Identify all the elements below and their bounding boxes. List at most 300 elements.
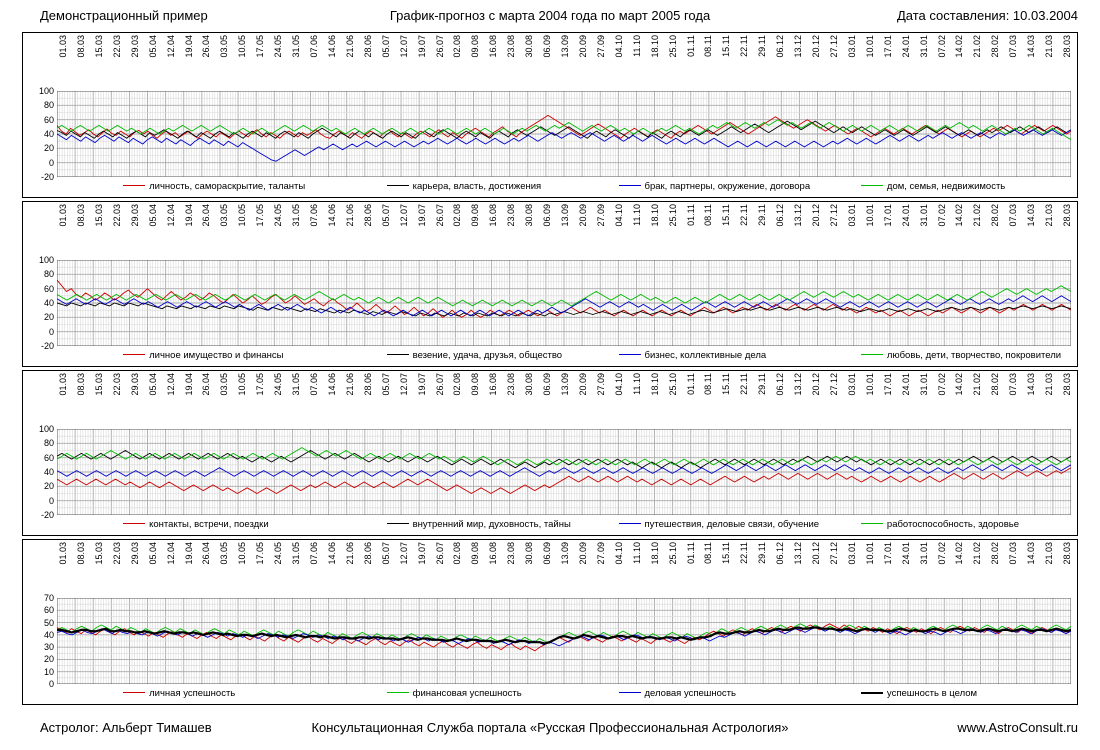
x-tick-label: 09.08	[470, 204, 481, 227]
x-tick-label: 03.01	[846, 35, 857, 58]
x-tick-label: 05.04	[147, 373, 158, 396]
x-tick-label: 28.06	[362, 542, 373, 565]
x-tick-label: 22.11	[739, 373, 750, 395]
x-tick-label: 01.11	[685, 373, 696, 395]
legend-label: личная успешность	[149, 688, 236, 699]
y-axis	[23, 593, 57, 689]
x-tick-label: 08.11	[703, 35, 714, 57]
x-tick-label: 03.05	[219, 542, 230, 565]
legend-item	[387, 688, 522, 702]
header-right-text: Дата составления: 10.03.2004	[896, 8, 1078, 23]
chart-panel-2	[22, 201, 1078, 367]
x-tick-label: 08.03	[75, 204, 86, 227]
x-tick-label: 11.10	[631, 542, 642, 564]
legend-color-swatch	[387, 523, 409, 524]
y-tick-label: 100	[38, 255, 54, 265]
y-tick-label: 40	[43, 298, 54, 308]
x-tick-label: 08.11	[703, 204, 714, 226]
y-axis	[23, 424, 57, 520]
x-tick-label: 29.03	[129, 542, 140, 565]
x-tick-label: 17.05	[255, 35, 266, 58]
x-tick-label: 16.08	[488, 373, 499, 396]
y-tick-label: 80	[43, 100, 54, 111]
x-tick-label: 24.05	[273, 35, 284, 58]
y-tick-label: 0	[48, 326, 54, 337]
x-tick-label: 21.06	[344, 542, 355, 565]
legend-label: работоспособность, здоровье	[886, 519, 1019, 530]
x-tick-label: 28.03	[1062, 542, 1072, 565]
x-tick-label: 29.03	[129, 35, 140, 58]
x-tick-label: 26.04	[201, 373, 212, 396]
legend-item	[619, 688, 736, 702]
y-tick-label: 0	[48, 495, 54, 506]
x-tick-label: 21.06	[344, 35, 355, 58]
x-tick-label: 31.01	[918, 373, 929, 396]
chart-legend	[23, 179, 1077, 195]
x-tick-label: 06.12	[775, 35, 786, 58]
y-tick-label: 80	[43, 269, 54, 280]
x-tick-label: 03.01	[846, 542, 857, 565]
x-tick-label: 27.12	[828, 542, 839, 565]
footer-astrologer: Астролог: Альберт Тимашев	[40, 720, 212, 735]
x-tick-label: 08.03	[75, 542, 86, 565]
chart-panel-3	[22, 370, 1078, 536]
x-tick-label: 14.03	[1026, 204, 1037, 227]
y-tick-label: 10	[43, 666, 54, 677]
x-tick-label: 08.03	[75, 373, 86, 396]
x-tick-label: 12.04	[165, 35, 176, 58]
x-tick-label: 23.08	[506, 204, 517, 227]
x-tick-label: 26.04	[201, 204, 212, 227]
x-tick-label: 22.11	[739, 35, 750, 57]
x-tick-label: 25.10	[667, 204, 678, 227]
x-tick-label: 15.11	[721, 542, 732, 564]
x-tick-label: 03.01	[846, 373, 857, 396]
x-tick-label: 11.10	[631, 35, 642, 57]
x-tick-label: 12.04	[165, 204, 176, 227]
chart-panel-4	[22, 539, 1078, 705]
legend-label: бизнес, коллективные дела	[644, 350, 767, 361]
x-tick-label: 21.03	[1044, 35, 1055, 58]
y-axis	[23, 86, 57, 182]
legend-label: карьера, власть, достижения	[412, 181, 542, 192]
legend-label: путешествия, деловые связи, обучение	[644, 519, 820, 530]
x-tick-label: 21.06	[344, 373, 355, 396]
x-tick-label: 22.03	[111, 35, 122, 58]
x-tick-label: 06.09	[542, 35, 553, 58]
header-title: График-прогноз с марта 2004 года по март 2005 года	[389, 8, 711, 23]
x-tick-label: 20.09	[577, 204, 588, 227]
x-tick-label: 18.10	[649, 373, 660, 396]
legend-label: дом, семья, недвижимость	[886, 181, 1006, 192]
x-tick-label: 21.02	[972, 373, 983, 396]
legend-label: успешность в целом	[886, 688, 978, 699]
legend-label: финансовая успешность	[412, 688, 522, 699]
x-tick-label: 06.12	[775, 373, 786, 396]
x-tick-label: 21.03	[1044, 373, 1055, 396]
plot-area-wrapper	[23, 593, 1077, 689]
x-tick-label: 21.02	[972, 204, 983, 227]
x-tick-label: 22.03	[111, 542, 122, 565]
x-tick-label: 25.10	[667, 542, 678, 565]
plot-area	[57, 429, 1071, 515]
x-tick-label: 21.02	[972, 542, 983, 565]
y-tick-label: 20	[43, 143, 54, 154]
x-tick-label: 21.03	[1044, 542, 1055, 565]
x-tick-label: 31.01	[918, 35, 929, 58]
legend-item	[123, 181, 305, 195]
x-tick-label: 10.01	[864, 35, 875, 58]
x-tick-label: 01.03	[58, 35, 68, 58]
x-tick-label: 05.07	[380, 542, 391, 565]
y-tick-label: 40	[43, 629, 54, 640]
x-tick-label: 20.12	[811, 35, 821, 58]
x-tick-label: 04.10	[613, 204, 624, 227]
plot-area	[57, 260, 1071, 346]
legend-color-swatch	[861, 354, 883, 355]
x-tick-label: 21.06	[344, 204, 355, 227]
x-tick-label: 13.12	[793, 373, 804, 396]
legend-color-swatch	[387, 354, 409, 355]
x-tick-label: 26.04	[201, 542, 212, 565]
x-tick-label: 27.09	[595, 373, 606, 396]
legend-color-swatch	[861, 185, 883, 186]
x-tick-label: 18.10	[649, 542, 660, 565]
x-tick-label: 06.09	[542, 542, 553, 565]
legend-item	[619, 519, 820, 533]
legend-item	[387, 519, 571, 533]
x-tick-label: 15.11	[721, 35, 732, 57]
x-tick-label: 09.08	[470, 373, 481, 396]
x-tick-label: 20.09	[577, 35, 588, 58]
x-tick-label: 10.01	[864, 542, 875, 565]
x-tick-label: 03.05	[219, 35, 230, 58]
x-tick-label: 07.03	[1008, 542, 1019, 565]
x-tick-label: 21.03	[1044, 204, 1055, 227]
x-tick-label: 05.04	[147, 204, 158, 227]
x-tick-label: 17.05	[255, 204, 266, 227]
x-tick-label: 07.06	[309, 204, 319, 227]
x-tick-label: 14.06	[326, 204, 337, 227]
x-tick-label: 15.11	[721, 373, 732, 395]
y-tick-label: 20	[43, 481, 54, 492]
x-tick-label: 13.09	[560, 204, 570, 227]
x-tick-label: 12.07	[398, 35, 409, 58]
x-tick-label: 17.05	[255, 373, 266, 396]
footer-service: Консультационная Служба портала «Русская Профессиональная Астрология»	[311, 720, 789, 735]
x-tick-label: 28.02	[990, 542, 1001, 565]
x-tick-label: 28.02	[990, 204, 1001, 227]
x-axis-tick-labels	[23, 35, 1077, 91]
plot-area	[57, 91, 1071, 177]
x-tick-label: 29.03	[129, 373, 140, 396]
y-tick-label: -20	[40, 341, 54, 351]
y-tick-label: 0	[48, 679, 54, 689]
legend-item	[861, 350, 1061, 364]
x-tick-label: 24.01	[900, 35, 911, 58]
y-tick-label: 100	[38, 424, 54, 434]
legend-label: внутренний мир, духовность, тайны	[412, 519, 571, 530]
legend-color-swatch	[123, 692, 145, 693]
x-tick-label: 05.04	[147, 35, 158, 58]
legend-label: контакты, встречи, поездки	[149, 519, 269, 530]
x-tick-label: 30.08	[524, 204, 535, 227]
x-tick-label: 03.01	[846, 204, 857, 227]
x-tick-label: 11.10	[631, 373, 642, 395]
x-tick-label: 17.01	[882, 35, 893, 58]
y-tick-label: -20	[40, 510, 54, 520]
plot-area-wrapper	[23, 424, 1077, 520]
legend-item	[123, 350, 283, 364]
x-tick-label: 06.09	[542, 204, 553, 227]
x-tick-label: 10.01	[864, 204, 875, 227]
x-tick-label: 07.03	[1008, 35, 1019, 58]
x-tick-label: 13.12	[793, 542, 804, 565]
legend-label: брак, партнеры, окружение, договора	[644, 181, 811, 192]
x-tick-label: 08.11	[703, 542, 714, 564]
x-tick-label: 16.08	[488, 35, 499, 58]
x-tick-label: 07.02	[936, 542, 947, 565]
legend-color-swatch	[619, 692, 641, 693]
x-tick-label: 14.06	[326, 373, 337, 396]
x-tick-label: 28.06	[362, 204, 373, 227]
y-tick-label: 60	[43, 452, 54, 463]
x-tick-label: 14.02	[954, 35, 965, 58]
x-tick-label: 29.11	[757, 204, 768, 226]
legend-color-swatch	[387, 185, 409, 186]
y-tick-label: 50	[43, 617, 54, 628]
x-tick-label: 18.10	[649, 204, 660, 227]
x-tick-label: 16.08	[488, 204, 499, 227]
x-axis-tick-labels	[23, 542, 1077, 598]
x-tick-label: 04.10	[613, 542, 624, 565]
x-tick-label: 27.12	[828, 373, 839, 396]
x-tick-label: 20.09	[577, 542, 588, 565]
legend-color-swatch	[123, 523, 145, 524]
legend-item	[861, 181, 1005, 195]
legend-label: деловая успешность	[644, 688, 736, 699]
x-tick-label: 17.01	[882, 542, 893, 565]
x-tick-label: 26.04	[201, 35, 212, 58]
x-tick-label: 27.12	[828, 35, 839, 58]
x-tick-label: 07.02	[936, 373, 947, 396]
legend-color-swatch	[123, 354, 145, 355]
legend-color-swatch	[387, 692, 409, 693]
x-tick-label: 14.06	[326, 542, 337, 565]
x-tick-label: 13.09	[560, 373, 570, 396]
y-tick-label: 40	[43, 129, 54, 139]
plot-area	[57, 598, 1071, 684]
legend-item	[123, 519, 269, 533]
x-tick-label: 07.02	[936, 35, 947, 58]
x-tick-label: 31.05	[291, 204, 302, 227]
x-tick-label: 14.02	[954, 542, 965, 565]
x-tick-label: 10.01	[864, 373, 875, 396]
x-tick-label: 01.03	[58, 542, 68, 565]
x-tick-label: 29.11	[757, 373, 768, 395]
legend-color-swatch	[619, 354, 641, 355]
x-tick-label: 13.09	[560, 35, 570, 58]
x-tick-label: 01.11	[685, 35, 696, 57]
x-tick-label: 14.06	[326, 35, 337, 58]
x-tick-label: 26.07	[434, 35, 445, 58]
page-header	[0, 8, 1100, 28]
x-tick-label: 14.03	[1026, 35, 1037, 58]
x-tick-label: 08.03	[75, 35, 86, 58]
header-left-text: Демонстрационный пример	[40, 8, 208, 23]
x-tick-label: 22.03	[111, 204, 122, 227]
legend-color-swatch	[123, 185, 145, 186]
x-tick-label: 23.08	[506, 373, 517, 396]
x-tick-label: 19.07	[416, 35, 427, 58]
x-axis-tick-labels	[23, 373, 1077, 429]
y-tick-label: 60	[43, 283, 54, 294]
x-tick-label: 20.09	[577, 373, 588, 396]
x-tick-label: 07.06	[309, 373, 319, 396]
x-tick-label: 17.05	[255, 542, 266, 565]
page-footer	[0, 720, 1100, 740]
x-tick-label: 10.05	[237, 542, 248, 565]
x-tick-label: 13.12	[793, 35, 804, 58]
footer-website: www.AstroConsult.ru	[957, 720, 1078, 735]
legend-color-swatch	[861, 523, 883, 524]
x-tick-label: 31.05	[291, 373, 302, 396]
x-tick-label: 17.01	[882, 373, 893, 396]
legend-item	[123, 688, 235, 702]
x-tick-label: 13.12	[793, 204, 804, 227]
x-tick-label: 31.05	[291, 35, 302, 58]
x-tick-label: 16.08	[488, 542, 499, 565]
x-tick-label: 27.09	[595, 204, 606, 227]
x-tick-label: 19.07	[416, 204, 427, 227]
x-axis-tick-labels	[23, 204, 1077, 260]
x-tick-label: 25.10	[667, 373, 678, 396]
y-tick-label: 40	[43, 467, 54, 477]
x-tick-label: 22.11	[739, 204, 750, 226]
x-tick-label: 30.08	[524, 542, 535, 565]
legend-color-swatch	[619, 185, 641, 186]
x-tick-label: 24.05	[273, 204, 284, 227]
x-tick-label: 27.09	[595, 35, 606, 58]
x-tick-label: 07.03	[1008, 373, 1019, 396]
x-tick-label: 12.04	[165, 373, 176, 396]
x-tick-label: 28.06	[362, 35, 373, 58]
x-tick-label: 02.08	[452, 35, 463, 58]
x-tick-label: 05.07	[380, 35, 391, 58]
x-tick-label: 10.05	[237, 35, 248, 58]
x-tick-label: 31.01	[918, 542, 929, 565]
x-tick-label: 22.11	[739, 542, 750, 564]
x-tick-label: 24.05	[273, 373, 284, 396]
x-tick-label: 15.11	[721, 204, 732, 226]
x-tick-label: 15.03	[93, 373, 104, 396]
x-tick-label: 06.09	[542, 373, 553, 396]
x-tick-label: 19.07	[416, 542, 427, 565]
x-tick-label: 10.05	[237, 204, 248, 227]
x-tick-label: 08.11	[703, 373, 714, 395]
x-tick-label: 12.07	[398, 204, 409, 227]
x-tick-label: 19.07	[416, 373, 427, 396]
y-tick-label: 0	[48, 157, 54, 168]
x-tick-label: 01.03	[58, 204, 68, 227]
chart-panel-1	[22, 32, 1078, 198]
x-tick-label: 24.01	[900, 373, 911, 396]
x-tick-label: 09.08	[470, 542, 481, 565]
x-tick-label: 04.10	[613, 373, 624, 396]
x-tick-label: 02.08	[452, 373, 463, 396]
x-tick-label: 27.12	[828, 204, 839, 227]
x-tick-label: 20.12	[811, 542, 821, 565]
x-tick-label: 17.01	[882, 204, 893, 227]
x-tick-label: 31.01	[918, 204, 929, 227]
x-tick-label: 02.08	[452, 542, 463, 565]
legend-item	[387, 181, 542, 195]
x-tick-label: 24.05	[273, 542, 284, 565]
plot-area-wrapper	[23, 86, 1077, 182]
x-tick-label: 21.02	[972, 35, 983, 58]
x-tick-label: 05.07	[380, 373, 391, 396]
legend-label: любовь, дети, творчество, покровители	[886, 350, 1062, 361]
chart-legend	[23, 348, 1077, 364]
x-tick-label: 01.11	[685, 204, 696, 226]
x-tick-label: 29.11	[757, 542, 768, 564]
x-tick-label: 28.03	[1062, 204, 1072, 227]
x-tick-label: 03.05	[219, 204, 230, 227]
x-tick-label: 26.07	[434, 542, 445, 565]
x-tick-label: 12.07	[398, 373, 409, 396]
y-axis	[23, 255, 57, 351]
x-tick-label: 29.11	[757, 35, 768, 57]
x-tick-label: 12.07	[398, 542, 409, 565]
legend-label: везение, удача, друзья, общество	[412, 350, 563, 361]
x-tick-label: 13.09	[560, 542, 570, 565]
x-tick-label: 07.06	[309, 35, 319, 58]
y-tick-label: 70	[43, 593, 54, 603]
x-tick-label: 05.04	[147, 542, 158, 565]
x-tick-label: 04.10	[613, 35, 624, 58]
chart-legend	[23, 686, 1077, 702]
x-tick-label: 03.05	[219, 373, 230, 396]
x-tick-label: 19.04	[183, 35, 194, 58]
x-tick-label: 26.07	[434, 204, 445, 227]
x-tick-label: 25.10	[667, 35, 678, 58]
y-tick-label: 60	[43, 114, 54, 125]
x-tick-label: 07.03	[1008, 204, 1019, 227]
x-tick-label: 23.08	[506, 542, 517, 565]
x-tick-label: 28.02	[990, 35, 1001, 58]
x-tick-label: 18.10	[649, 35, 660, 58]
y-tick-label: -20	[40, 172, 54, 182]
legend-color-swatch	[619, 523, 641, 524]
x-tick-label: 07.02	[936, 204, 947, 227]
x-tick-label: 14.03	[1026, 373, 1037, 396]
legend-label: личное имущество и финансы	[149, 350, 284, 361]
y-tick-label: 30	[43, 642, 54, 653]
x-tick-label: 10.05	[237, 373, 248, 396]
x-tick-label: 28.03	[1062, 373, 1072, 396]
legend-item	[861, 688, 977, 702]
x-tick-label: 07.06	[309, 542, 319, 565]
legend-item	[619, 181, 811, 195]
x-tick-label: 19.04	[183, 373, 194, 396]
x-tick-label: 30.08	[524, 35, 535, 58]
legend-item	[387, 350, 562, 364]
x-tick-label: 01.03	[58, 373, 68, 396]
x-tick-label: 20.12	[811, 204, 821, 227]
legend-label: личность, самораскрытие, таланты	[149, 181, 306, 192]
x-tick-label: 15.03	[93, 35, 104, 58]
x-tick-label: 15.03	[93, 542, 104, 565]
